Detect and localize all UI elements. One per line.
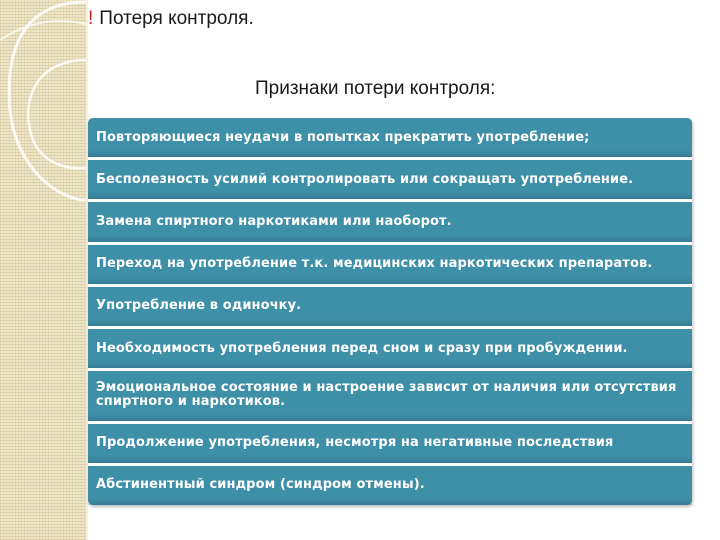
list-item: Замена спиртного наркотиками или наоборот.	[88, 202, 692, 244]
signs-list	[88, 118, 692, 505]
slide-title	[88, 8, 254, 30]
list-item: Употребление в одиночку.	[88, 287, 692, 329]
list-heading: Признаки потери контроля:	[255, 78, 496, 99]
list-item: Переход на употребление т.к. медицинских наркотических препаратов.	[88, 245, 692, 287]
list-item: Бесполезность усилий контролировать или сокращать употребление.	[88, 160, 692, 202]
exclamation-mark: !	[88, 8, 94, 29]
slide-title-text: Потеря контроля.	[99, 8, 254, 29]
decorative-side-band	[0, 0, 86, 540]
list-item: Повторяющиеся неудачи в попытках прекратить употребление;	[88, 118, 692, 160]
decorative-swirl-icon	[0, 0, 86, 220]
list-item: Продолжение употребления, несмотря на негативные последствия	[88, 424, 692, 466]
list-item: Эмоциональное состояние и настроение зависит от наличия или отсутствия спиртного и наркотиков.	[88, 371, 692, 423]
list-item: Абстинентный синдром (синдром отмены).	[88, 466, 692, 505]
list-item: Необходимость употребления перед сном и сразу при пробуждении.	[88, 329, 692, 371]
